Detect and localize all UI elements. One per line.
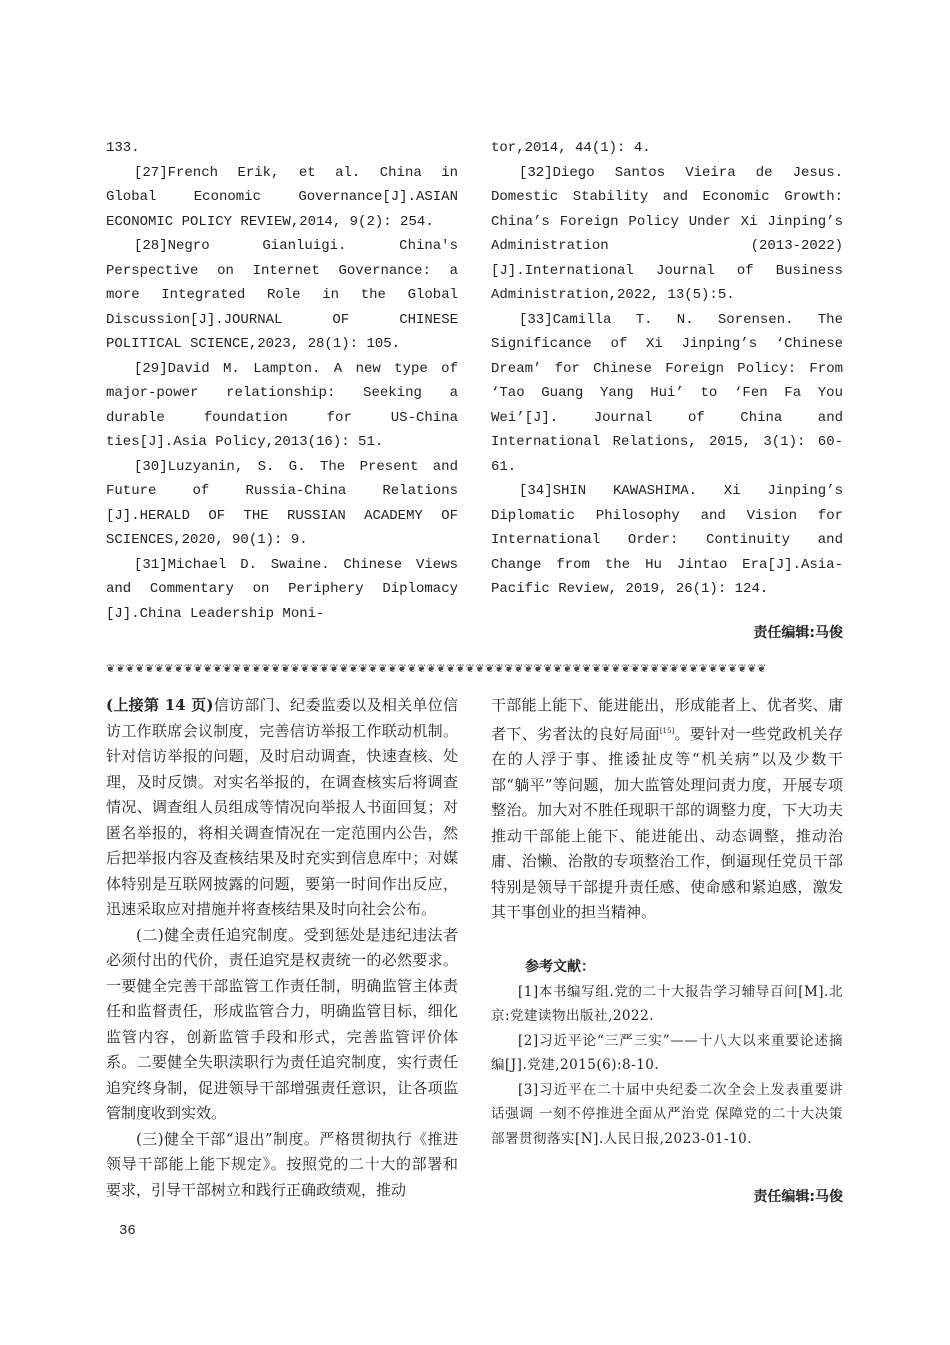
responsible-editor-bottom: 责任编辑:马俊: [753, 1189, 843, 1205]
reference-cn-1: [1]本书编写组.党的二十大报告学习辅导百问[M].北京:党建读物出版社,2022.: [491, 983, 843, 1024]
paragraph-text: 干部能上能下、能进能出，形成能者上、优者奖、庸者下、劣者汰的良好局面: [491, 696, 843, 743]
page-number: 36: [119, 1223, 136, 1239]
reference-continuation: 133.: [106, 140, 140, 156]
continued-from-label: (上接第 14 页): [106, 696, 214, 714]
paragraph-exit-system: [106, 1127, 458, 1204]
references-top-left: [106, 136, 458, 626]
paragraph-text: 。要针对一些党政机关存在的人浮于事、推诿扯皮等“机关病”以及少数干部“躺平”等问题，加大监管处理问责力度，开展专项整治。加大对不胜任现职干部的调整力度，下大功夫推动干部能上能下、能进能出、动态调整，推动治庸、治懒、治散的专项整治工作，倒逼现任党员干部特别是领导干部提升责任感、使命感和紧迫感，激发其干事创业的担当精神。: [491, 724, 843, 921]
references-top-right: [491, 136, 843, 602]
paragraph-text: 受到惩处是违纪违法者必须付出的代价，责任追究是权责统一的必然要求。一要健全完善干部监管工作责任制，明确监管主体责任和监督责任，形成监管合力，明确监管目标，细化监管内容，创新监管手段和形式，完善监管评价体系。二要健全失职渎职行为责任追究制度，实行责任追究终身制，促进领导干部增强责任意识，让各项监管制度收到实效。: [106, 925, 458, 1122]
paragraph-text: 信访部门、纪委监委以及相关单位信访工作联席会议制度，完善信访举报工作联动机制。针对信访举报的问题，及时启动调查，快速查核、处理，及时反馈。对实名举报的，在调查核实后将调查情况、调查组人员组成等情况向举报人书面回复；对匿名举报的，将相关调查情况在一定范围内公告，然后把举报内容及查核结果及时充实到信息库中；对媒体特别是互联网披露的问题，要第一时间作出反应，迅速采取应对措施并将查核结果及时向社会公布。: [106, 696, 458, 918]
reference-continuation: tor,2014, 44(1): 4.: [491, 140, 651, 156]
paragraph-continued: [106, 693, 458, 923]
article-body-right: [491, 693, 843, 1151]
reference-29: [29]David M. Lampton. A new type of major-power relationship: Seeking a durable foundation for US-China ties[J].Asia Policy,2013(16): 51.: [106, 360, 458, 450]
reference-32: [32]Diego Santos Vieira de Jesus. Domestic Stability and Economic Growth: China’s Foreign Policy Under Xi Jinping’s Administration (2013-2022) [J].International Journal of Business Administration,2022, 13(5):5.: [491, 164, 843, 303]
citation-marker: [15]: [659, 726, 675, 735]
reference-31: [31]Michael D. Swaine. Chinese Views and Commentary on Periphery Diplomacy [J].China Leadership Moni-: [106, 556, 458, 622]
reference-33: [33]Camilla T. N. Sorensen. The Significance of Xi Jinping’s ‘Chinese Dream’ for Chinese Foreign Policy: From ‘Tao Guang Yang Hui’ to ‘Fen Fa You Wei’[J]. Journal of China and International Relations, 2015, 3(1): 60-61.: [491, 311, 843, 475]
paragraph-accountability: [106, 923, 458, 1127]
references-heading: 参考文献：: [525, 958, 595, 975]
section-heading: (二)健全责任追究制度。: [136, 925, 304, 944]
reference-cn-3: [3]习近平在二十届中央纪委二次全会上发表重要讲话强调 一刻不停推进全面从严治党 保障党的二十大决策部署贯彻落实[N].人民日报,2023-01-10.: [491, 1081, 843, 1147]
ornamental-divider: ❦❦❦❦❦❦❦❦❦❦❦❦❦❦❦❦❦❦❦❦❦❦❦❦❦❦❦❦❦❦❦❦❦❦❦❦❦❦❦❦❦❦❦❦❦❦❦❦❦❦❦❦❦❦❦❦❦❦❦❦❦❦❦❦❦❦❦❦: [106, 662, 767, 675]
section-heading: (三)健全干部“退出”制度。: [136, 1129, 320, 1148]
reference-cn-2: [2]习近平论“三严三实”——十八大以来重要论述摘编[J].党建,2015(6):8-10.: [491, 1032, 843, 1073]
article-body-left: [106, 693, 458, 1203]
reference-34: [34]SHIN KAWASHIMA. Xi Jinping’s Diplomatic Philosophy and Vision for International Order: Continuity and Change from the Hu Jintao Era[J].Asia-Pacific Review, 2019, 26(1): 124.: [491, 483, 843, 597]
reference-28: [28]Negro Gianluigi. China's Perspective on Internet Governance: a more Integrated Role in the Global Discussion[J].JOURNAL OF CHINESE POLITICAL SCIENCE,2023, 28(1): 105.: [106, 238, 458, 352]
responsible-editor-top: 责任编辑:马俊: [753, 625, 843, 641]
reference-30: [30]Luzyanin, S. G. The Present and Future of Russia-China Relations [J].HERALD OF THE RUSSIAN ACADEMY OF SCIENCES,2020, 90(1): 9.: [106, 458, 458, 548]
paragraph-text: 严格贯彻执行《推进领导干部能上能下规定》。按照党的二十大的部署和要求，引导干部树立和践行正确政绩观，推动: [106, 1129, 458, 1199]
paragraph-continued: [491, 693, 843, 926]
reference-27: [27]French Erik, et al. China in Global Economic Governance[J].ASIAN ECONOMIC POLICY REVIEW,2014, 9(2): 254.: [106, 164, 458, 230]
